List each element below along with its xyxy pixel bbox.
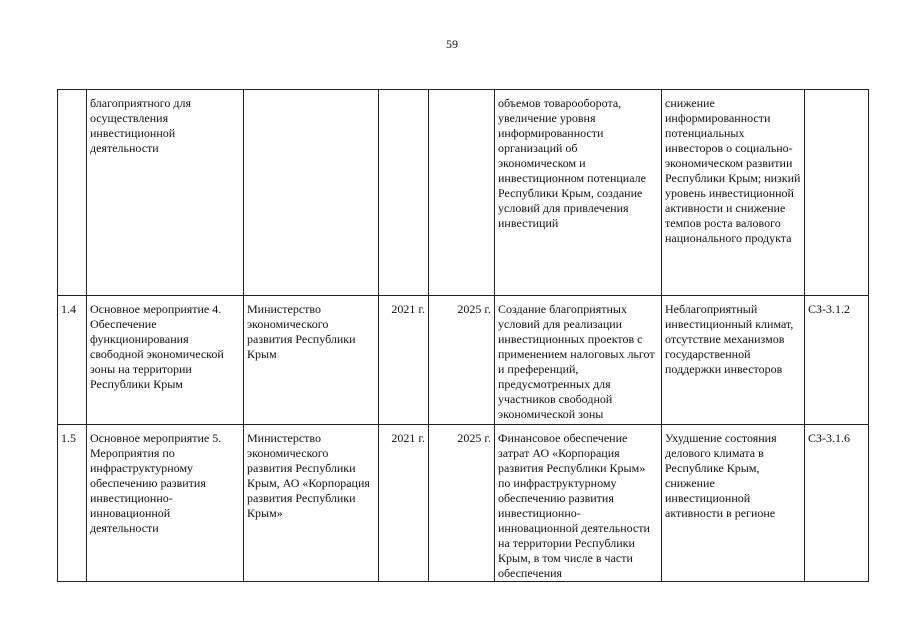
consequences: снижение информированности потенциальных инвесторов о социально-экономическом развитии Республики Крым; низкий уровень инвестиционной активности и снижение темпов роста валового национального продукта — [662, 90, 805, 296]
consequences: Неблагоприятный инвестиционный климат, отсутствие механизмов государственной поддержки инвесторов — [662, 296, 805, 425]
indicator-code: СЗ-3.1.6 — [805, 425, 869, 582]
expected-result: Финансовое обеспечение затрат АО «Корпорация развития Республики Крым» по инфраструктурному обеспечению развития инвестиционно-инновационной деятельности на территории Республики Крым, в том числе в части обеспечения — [495, 425, 662, 582]
executor — [244, 90, 379, 296]
start-year — [379, 90, 429, 296]
page-number: 59 — [446, 37, 458, 51]
consequences: Ухудшение состояния делового климата в Республике Крым, снижение инвестиционной активности в регионе — [662, 425, 805, 582]
table-row — [58, 425, 869, 582]
table-row — [58, 296, 869, 425]
row-number: 1.4 — [58, 296, 87, 425]
expected-result: Создание благоприятных условий для реализации инвестиционных проектов с применением налоговых льгот и преференций, предусмотренных для участников свободной экономической зоны — [495, 296, 662, 425]
indicator-code — [805, 90, 869, 296]
start-year: 2021 г. — [379, 296, 429, 425]
expected-result: объемов товарооборота, увеличение уровня информированности организаций об экономическом и инвестиционном потенциале Республики Крым, создание условий для привлечения инвестиций — [495, 90, 662, 296]
measure-name: Основное мероприятие 5. Мероприятия по инфраструктурному обеспечению развития инвестиционно-инновационной деятельности — [87, 425, 244, 582]
measure-name: благоприятного для осуществления инвестиционной деятельности — [87, 90, 244, 296]
executor: Министерство экономического развития Республики Крым, АО «Корпорация развития Республики Крым» — [244, 425, 379, 582]
row-number — [58, 90, 87, 296]
measures-table — [57, 89, 869, 582]
table-row — [58, 90, 869, 296]
measure-name: Основное мероприятие 4. Обеспечение функционирования свободной экономической зоны на территории Республики Крым — [87, 296, 244, 425]
end-year: 2025 г. — [429, 425, 495, 582]
executor: Министерство экономического развития Республики Крым — [244, 296, 379, 425]
end-year: 2025 г. — [429, 296, 495, 425]
start-year: 2021 г. — [379, 425, 429, 582]
indicator-code: СЗ-3.1.2 — [805, 296, 869, 425]
row-number: 1.5 — [58, 425, 87, 582]
end-year — [429, 90, 495, 296]
